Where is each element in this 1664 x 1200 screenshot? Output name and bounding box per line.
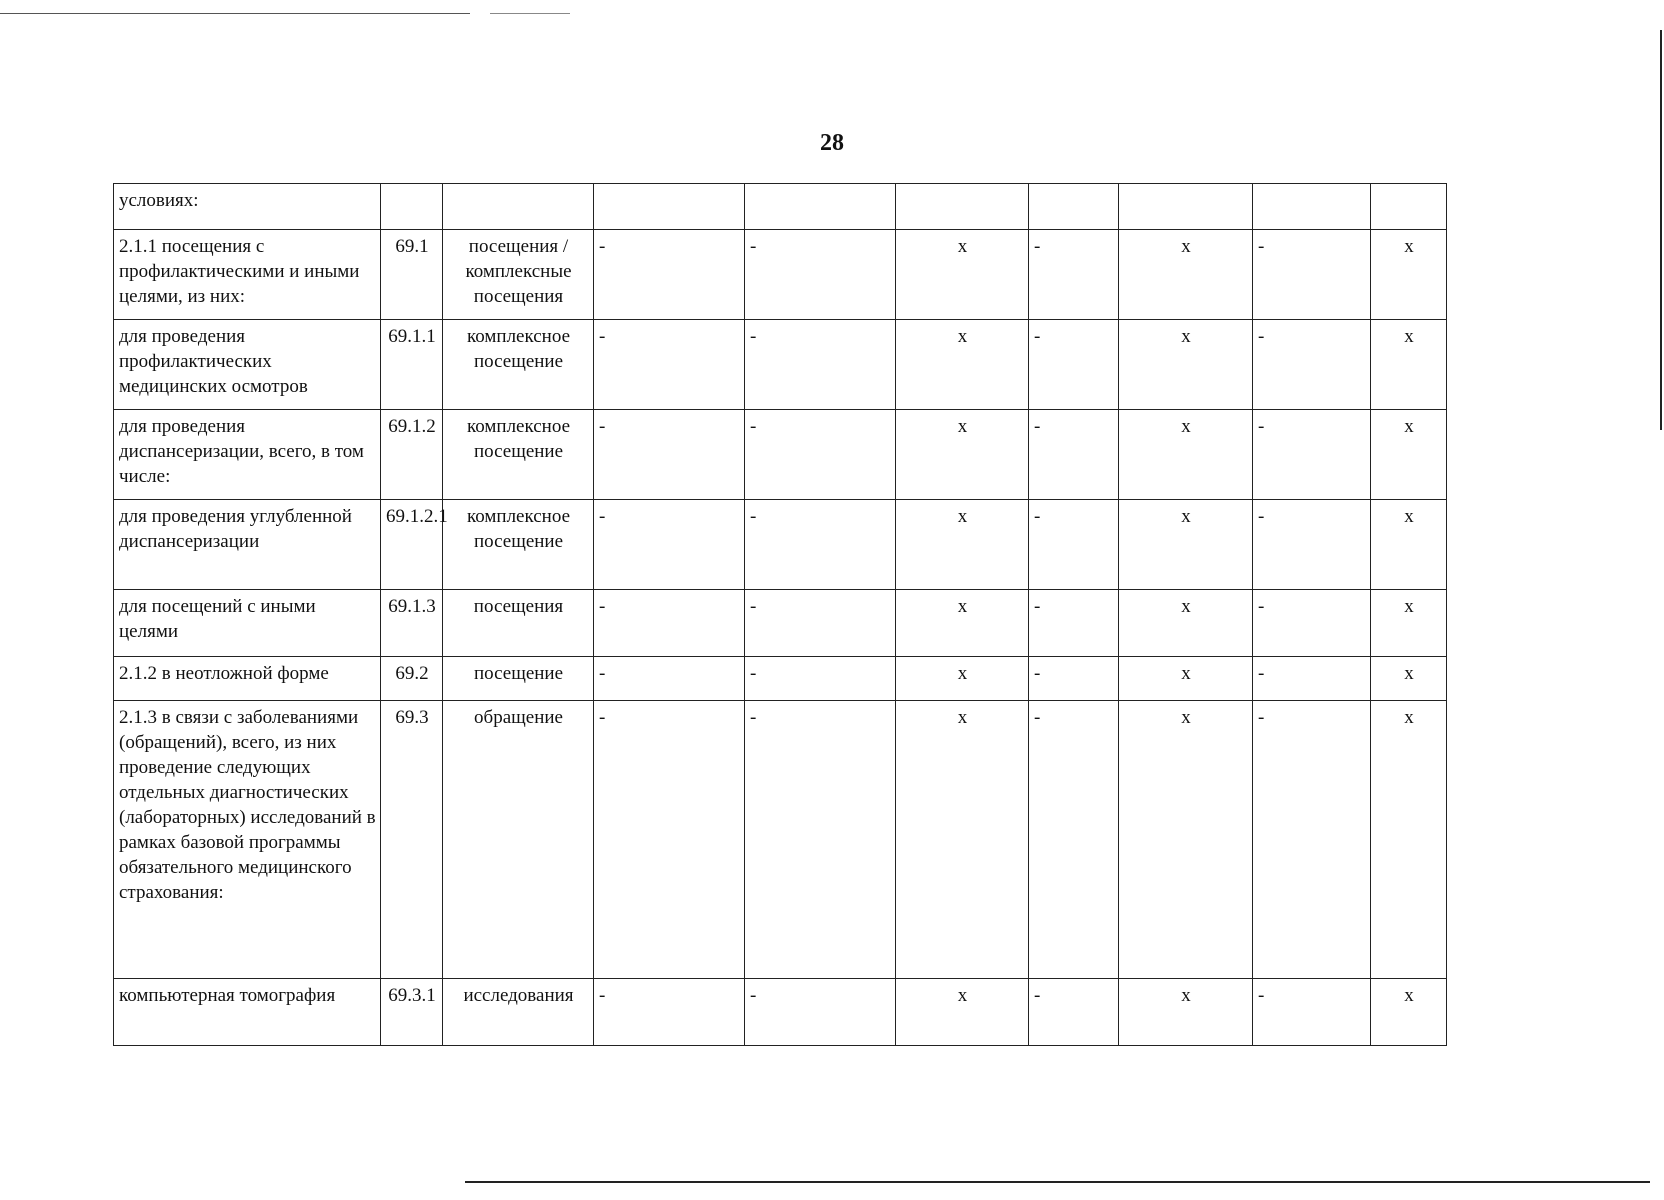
cell-col10: x: [1371, 410, 1447, 500]
cell-col7: -: [1029, 500, 1119, 590]
cell-col8: x: [1119, 657, 1253, 701]
cell-col9: -: [1253, 657, 1371, 701]
cell-col10: x: [1371, 500, 1447, 590]
cell-col6: x: [896, 500, 1029, 590]
cell-code: 69.3: [381, 701, 443, 979]
cell-col9: -: [1253, 500, 1371, 590]
cell-col8: x: [1119, 320, 1253, 410]
cell-col7: -: [1029, 410, 1119, 500]
cell-col6: x: [896, 701, 1029, 979]
cell-col9: -: [1253, 979, 1371, 1046]
cell-col6: x: [896, 590, 1029, 657]
cell-col7: -: [1029, 701, 1119, 979]
page-number: 28: [820, 130, 844, 156]
cell-col7: -: [1029, 657, 1119, 701]
cell-col6: x: [896, 657, 1029, 701]
cell-unit: комплексное посещение: [443, 410, 594, 500]
cell-unit: посещение: [443, 657, 594, 701]
cell-name: 2.1.2 в неотложной форме: [114, 657, 381, 701]
cell-name: для проведения профилактических медицинских осмотров: [114, 320, 381, 410]
cell-col8: x: [1119, 979, 1253, 1046]
cell-code: 69.1.3: [381, 590, 443, 657]
cell-col10: x: [1371, 979, 1447, 1046]
cell-col5: -: [745, 230, 896, 320]
cell-col5: -: [745, 320, 896, 410]
cell-col9: -: [1253, 320, 1371, 410]
cell-col7: -: [1029, 230, 1119, 320]
table-row-continuation: [114, 184, 1447, 230]
cell-col8: x: [1119, 500, 1253, 590]
cell-col8: x: [1119, 230, 1253, 320]
cell-unit: посещения / комплексные посещения: [443, 230, 594, 320]
cell-col5: -: [745, 590, 896, 657]
cell-empty: [1029, 184, 1119, 230]
cell-col10: x: [1371, 230, 1447, 320]
cell-unit: исследования: [443, 979, 594, 1046]
cell-code: 69.3.1: [381, 979, 443, 1046]
cell-col9: -: [1253, 230, 1371, 320]
cell-empty: [1119, 184, 1253, 230]
cell-empty: [381, 184, 443, 230]
cell-col8: x: [1119, 590, 1253, 657]
scan-artifact-top-line-short: [490, 13, 570, 14]
cell-col5: -: [745, 500, 896, 590]
table-row: [114, 979, 1447, 1046]
cell-col4: -: [594, 590, 745, 657]
cell-col4: -: [594, 230, 745, 320]
scan-artifact-top-line: [0, 13, 470, 14]
cell-name: для посещений с иными целями: [114, 590, 381, 657]
cell-col5: -: [745, 657, 896, 701]
cell-unit: обращение: [443, 701, 594, 979]
table-row: [114, 320, 1447, 410]
cell-col10: x: [1371, 590, 1447, 657]
table-body: [114, 184, 1447, 1046]
cell-empty: [745, 184, 896, 230]
table-row: [114, 500, 1447, 590]
cell-col6: x: [896, 320, 1029, 410]
cell-col10: x: [1371, 320, 1447, 410]
cell-empty: [1253, 184, 1371, 230]
table-row: [114, 657, 1447, 701]
cell-name: 2.1.3 в связи с заболеваниями (обращений), всего, из них проведение следующих отдельных диагностических (лабораторных) исследований в рамках базовой программы обязательного медицинского страхования:: [114, 701, 381, 979]
cell-col6: x: [896, 230, 1029, 320]
cell-code: 69.1.1: [381, 320, 443, 410]
cell-name: компьютерная томография: [114, 979, 381, 1046]
cell-col7: -: [1029, 320, 1119, 410]
cell-name: условиях:: [114, 184, 381, 230]
cell-col9: -: [1253, 701, 1371, 979]
cell-code: 69.1: [381, 230, 443, 320]
cell-col5: -: [745, 979, 896, 1046]
cell-code: 69.2: [381, 657, 443, 701]
cell-col4: -: [594, 657, 745, 701]
cell-name: 2.1.1 посещения с профилактическими и иными целями, из них:: [114, 230, 381, 320]
cell-col5: -: [745, 701, 896, 979]
cell-col4: -: [594, 500, 745, 590]
cell-col7: -: [1029, 590, 1119, 657]
scan-artifact-right-line: [1660, 30, 1662, 430]
table-row: [114, 590, 1447, 657]
cell-name: для проведения диспансеризации, всего, в том числе:: [114, 410, 381, 500]
cell-col4: -: [594, 320, 745, 410]
data-table: [113, 183, 1447, 1046]
cell-col4: -: [594, 701, 745, 979]
cell-col9: -: [1253, 410, 1371, 500]
table-row: [114, 701, 1447, 979]
cell-col8: x: [1119, 410, 1253, 500]
cell-col9: -: [1253, 590, 1371, 657]
cell-empty: [1371, 184, 1447, 230]
cell-col10: x: [1371, 701, 1447, 979]
cell-empty: [443, 184, 594, 230]
cell-unit: посещения: [443, 590, 594, 657]
cell-unit: комплексное посещение: [443, 320, 594, 410]
table-row: [114, 410, 1447, 500]
cell-col7: -: [1029, 979, 1119, 1046]
cell-code: 69.1.2.1: [381, 500, 443, 590]
cell-name: для проведения углубленной диспансеризации: [114, 500, 381, 590]
cell-col8: x: [1119, 701, 1253, 979]
table-row: [114, 230, 1447, 320]
cell-col4: -: [594, 979, 745, 1046]
cell-unit: комплексное посещение: [443, 500, 594, 590]
cell-col6: x: [896, 410, 1029, 500]
cell-empty: [594, 184, 745, 230]
cell-col10: x: [1371, 657, 1447, 701]
cell-code: 69.1.2: [381, 410, 443, 500]
cell-col6: x: [896, 979, 1029, 1046]
cell-col4: -: [594, 410, 745, 500]
cell-empty: [896, 184, 1029, 230]
scan-artifact-bottom-line: [465, 1181, 1650, 1183]
cell-col5: -: [745, 410, 896, 500]
